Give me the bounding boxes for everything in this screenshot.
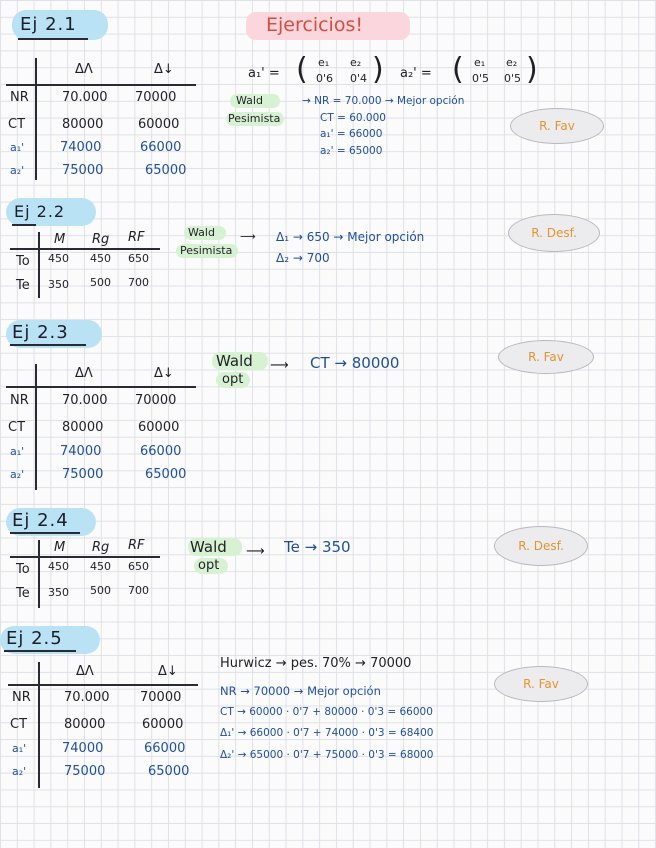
criterion-name: opt — [222, 372, 244, 387]
cell: 60000 — [138, 117, 180, 132]
col-header: Rg — [92, 232, 110, 247]
cell: 60000 — [138, 420, 180, 435]
result-line: a₁' = 66000 — [320, 128, 383, 140]
result-line: Δ₂ → 700 — [276, 251, 330, 265]
ej2-table-hline — [10, 248, 160, 250]
col-header: RF — [128, 538, 145, 553]
cell: 70000 — [135, 90, 177, 105]
row-label: CT — [10, 717, 28, 732]
badge-ej3: R. Fav — [498, 340, 594, 374]
col-header-a: ΔΛ — [75, 62, 93, 77]
result: Te → 350 — [284, 538, 351, 556]
cell: 70.000 — [62, 90, 108, 105]
cell: 74000 — [62, 741, 104, 756]
ej3-table-hline — [6, 386, 196, 388]
ej5-table-vline — [38, 662, 40, 788]
col-header-b: Δ↓ — [154, 62, 174, 77]
page-title: Ejercicios! — [266, 14, 363, 36]
cell: 66000 — [140, 444, 182, 459]
criterion-name: Wald — [188, 226, 215, 239]
ej1-underline — [18, 38, 88, 40]
row-label: NR — [10, 393, 29, 408]
result-line: Δ₂' → 65000 · 0'7 + 75000 · 0'3 = 68000 — [220, 749, 434, 761]
row-label: CT — [8, 420, 26, 435]
cell: 500 — [90, 276, 111, 289]
paren-close: ) — [526, 52, 538, 87]
row-label: a₁' — [12, 742, 27, 755]
arrow-icon: ⟶ — [240, 230, 256, 243]
row-label: NR — [10, 90, 29, 105]
matrix-cell: 0'5 — [504, 72, 522, 85]
col-header: Rg — [92, 540, 110, 555]
criterion-name: Wald — [190, 538, 227, 556]
criterion-name: Pesimista — [180, 244, 233, 257]
result-line: NR → 70000 → Mejor opción — [220, 684, 381, 698]
ej3-underline — [10, 344, 86, 346]
cell: 70.000 — [64, 690, 110, 705]
cell: 450 — [90, 560, 111, 573]
row-label: CT — [8, 117, 26, 132]
matrix-cell: 0'4 — [350, 72, 368, 85]
result-line: a₂' = 65000 — [320, 145, 383, 157]
matrix-cell: e₂ — [506, 56, 518, 69]
cell: 70000 — [140, 690, 182, 705]
ej2-header: Ej 2.2 — [14, 202, 66, 221]
paren-open: ( — [296, 52, 308, 87]
criterion-name: Wald — [236, 94, 263, 107]
criterion-name: Pesimista — [228, 112, 281, 125]
ej1-header: Ej 2.1 — [20, 14, 77, 35]
cell: 70000 — [135, 393, 177, 408]
col-header: M — [54, 232, 66, 247]
cell: 650 — [128, 252, 149, 265]
criterion-name: opt — [198, 558, 220, 573]
ej3-header: Ej 2.3 — [12, 322, 69, 343]
cell: 66000 — [144, 741, 186, 756]
result-line: CT = 60.000 — [320, 112, 386, 124]
ej1-table-hline — [6, 84, 196, 86]
ej1-table-vline — [35, 58, 37, 180]
ej4-underline — [10, 532, 80, 534]
matrix-cell: e₁ — [474, 56, 486, 69]
cell: 60000 — [142, 717, 184, 732]
row-label: a₂' — [12, 765, 27, 778]
hurwicz-line: Hurwicz → pes. 70% → 70000 — [220, 656, 412, 671]
col-header-a: ΔΛ — [76, 664, 94, 679]
col-header: M — [54, 540, 66, 555]
result-line: Δ₁ → 650 → Mejor opción — [276, 230, 425, 244]
row-label: a₁' — [10, 445, 25, 458]
cell: 74000 — [60, 140, 102, 155]
cell: 65000 — [148, 764, 190, 779]
row-label: To — [16, 562, 30, 577]
matrix1-label: a₁' = — [248, 66, 280, 81]
cell: 65000 — [145, 467, 187, 482]
cell: 80000 — [62, 420, 104, 435]
matrix-cell: 0'5 — [472, 72, 490, 85]
result-line: → NR = 70.000 → Mejor opción — [302, 95, 465, 107]
cell: 75000 — [62, 163, 104, 178]
ej5-header: Ej 2.5 — [6, 628, 63, 649]
row-label: Te — [16, 278, 30, 293]
ej4-table-vline — [38, 540, 40, 608]
badge-ej5: R. Fav — [494, 666, 588, 702]
row-label: a₂' — [10, 164, 25, 177]
cell: 700 — [128, 584, 149, 597]
col-header: RF — [128, 230, 145, 245]
cell: 66000 — [140, 140, 182, 155]
badge-ej2: R. Desf. — [508, 214, 600, 252]
badge-ej1: R. Fav — [510, 108, 604, 144]
row-label: Te — [16, 586, 30, 601]
col-header-b: Δ↓ — [158, 664, 178, 679]
cell: 650 — [128, 560, 149, 573]
matrix2-label: a₂' = — [400, 66, 432, 81]
row-label: a₁' — [10, 141, 25, 154]
paren-close: ) — [372, 52, 384, 87]
matrix-cell: 0'6 — [316, 72, 334, 85]
cell: 65000 — [145, 163, 187, 178]
matrix-cell: e₁ — [318, 56, 330, 69]
result-line: CT → 60000 · 0'7 + 80000 · 0'3 = 66000 — [220, 706, 433, 718]
cell: 75000 — [62, 467, 104, 482]
row-label: a₂' — [10, 468, 25, 481]
result: CT → 80000 — [310, 354, 400, 372]
ej5-underline — [4, 650, 76, 652]
criterion-name: Wald — [216, 352, 253, 370]
cell: 450 — [48, 560, 69, 573]
arrow-icon: ⟶ — [270, 358, 289, 373]
ej4-table-hline — [10, 556, 160, 558]
cell: 350 — [48, 278, 69, 291]
cell: 350 — [48, 586, 69, 599]
ej3-table-vline — [35, 364, 37, 490]
cell: 74000 — [60, 444, 102, 459]
matrix-cell: e₂ — [350, 56, 362, 69]
cell: 80000 — [62, 117, 104, 132]
ej4-header: Ej 2.4 — [12, 510, 69, 531]
col-header-b: Δ↓ — [154, 366, 174, 381]
ej2-underline — [12, 224, 36, 226]
cell: 75000 — [64, 764, 106, 779]
col-header-a: ΔΛ — [75, 366, 93, 381]
ej5-table-hline — [8, 684, 198, 686]
paren-open: ( — [452, 52, 464, 87]
cell: 80000 — [64, 717, 106, 732]
cell: 70.000 — [62, 393, 108, 408]
cell: 450 — [48, 252, 69, 265]
ej2-table-vline — [38, 232, 40, 298]
arrow-icon: ⟶ — [246, 544, 265, 559]
cell: 450 — [90, 252, 111, 265]
cell: 500 — [90, 584, 111, 597]
row-label: NR — [12, 690, 31, 705]
result-line: Δ₁' → 66000 · 0'7 + 74000 · 0'3 = 68400 — [220, 727, 434, 739]
row-label: To — [16, 254, 30, 269]
cell: 700 — [128, 276, 149, 289]
badge-ej4: R. Desf. — [494, 526, 588, 566]
